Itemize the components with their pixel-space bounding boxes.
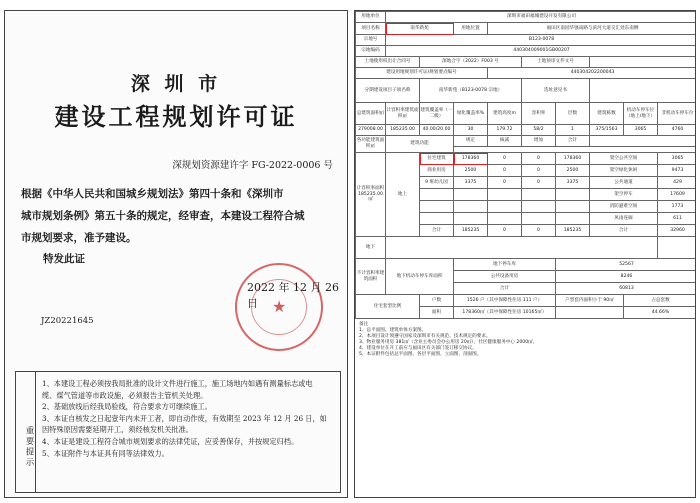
notice-item: 缆、煤气管道等市政设施，必须报告主管机关处理。 xyxy=(42,390,208,400)
function-add: 0 xyxy=(522,177,556,189)
annex-page xyxy=(354,10,696,498)
notice-item: 4、本证是建设工程符合城市规划要求的法律凭证，应妥善保存，并按规定归档。 xyxy=(42,436,299,446)
aux-header xyxy=(590,136,697,147)
certificate-serial: JZ20221645 xyxy=(41,316,94,326)
aux-value: 32960 xyxy=(658,225,697,237)
indicator-value: 185235.00 xyxy=(386,125,420,136)
aux-name: 架空停车 xyxy=(590,189,658,201)
indicator-value: 58/2 xyxy=(522,125,556,136)
info-table xyxy=(355,11,696,319)
below-ground-label: 地下 xyxy=(356,237,386,259)
remark-item: 4、建设单位在开工前应与福田区有关部门签订移交协议。 xyxy=(359,346,477,351)
housing-type: 面积 xyxy=(420,307,454,319)
function-plan xyxy=(454,213,488,225)
remark-item: 2、本项目设计须遵守国家及深圳市有关规范、技术规定的要求。 xyxy=(359,334,491,339)
remark-item: 3、物业服务用房 381㎡（含业主委员会办公用房 20㎡），社区健康服务中心 2000㎡。 xyxy=(359,340,538,345)
indicator-header: 层数 xyxy=(556,103,590,125)
indicator-value: 3065 xyxy=(624,125,658,136)
function-add: 0 xyxy=(522,225,556,237)
function-plan: 3375 xyxy=(454,177,488,189)
function-plan xyxy=(454,201,488,213)
aux-value: 9473 xyxy=(658,165,697,177)
aux-name: 架空公共空间 xyxy=(590,153,658,165)
function-plan xyxy=(454,189,488,201)
certificate-body xyxy=(21,183,336,249)
function-verify: 0 xyxy=(488,225,522,237)
aux-name: 消防避难空间 xyxy=(590,201,658,213)
function-total: 178360 xyxy=(556,153,590,165)
indicator-value: 30 xyxy=(454,125,488,136)
indicator-header: 总建筑面积㎡ xyxy=(356,103,386,125)
notice-item: 5、本证附件与本证具有同等法律效力。 xyxy=(42,448,169,458)
aux-name: 风雨连廊 xyxy=(590,213,658,225)
notice-item: 2、基础放线后经我局验线，符合要求方可继续施工。 xyxy=(42,402,212,412)
under-label: 地下机动车停车库面积 xyxy=(386,259,454,295)
indicator-header: 建筑高度m xyxy=(488,103,522,125)
function-add: 0 xyxy=(522,153,556,165)
function-name: 商业用房 xyxy=(420,165,454,177)
housing-header: 住宅套型比例 xyxy=(356,295,420,319)
function-total xyxy=(556,189,590,201)
add-header: 增加 xyxy=(522,136,556,147)
function-total xyxy=(556,213,590,225)
indicator-value: 40.00/20.00 xyxy=(420,125,454,136)
function-verify xyxy=(488,201,522,213)
location-label: 用地位置 xyxy=(454,23,488,35)
permit-value: 440304202200043 xyxy=(488,68,697,79)
certificate-city: 深 圳 市 xyxy=(130,73,222,95)
area-label: 各功能建筑面积㎡ xyxy=(356,136,386,153)
contract-value: 深地合字（2022）F003 号 xyxy=(420,57,522,68)
indicator-header: 容积率 xyxy=(522,103,556,125)
certificate-body-line: 城市规划条例》第五十条的规定，经审查，本建设工程符合城 xyxy=(21,210,305,222)
notice-header: 重要提示 xyxy=(16,372,36,492)
function-verify xyxy=(488,213,522,225)
function-add xyxy=(522,189,556,201)
notice-item: 1、本建设工程必须按我局批准的设计文件进行施工，施工场地内如遇有测量标志或电 xyxy=(42,379,313,388)
notice-box xyxy=(15,371,341,493)
aux-name: 公共通道 xyxy=(590,177,658,189)
plan-header: 规定 xyxy=(454,136,488,147)
subproject-value: 南华新苑（B123-0078 宗地） xyxy=(420,79,522,103)
function-total: 2500 xyxy=(556,165,590,177)
certificate-body-line: 根据《中华人民共和国城乡规划法》第四十条和《深圳市 xyxy=(21,188,284,200)
permit-label: 建设用地规划许可证/规划要点编号 xyxy=(356,68,488,79)
function-name xyxy=(420,189,454,201)
certificate-body-line: 市规划要求，准予建设。 xyxy=(21,232,137,244)
function-add: 0 xyxy=(522,165,556,177)
function-name: 9 班幼儿园 xyxy=(420,177,454,189)
function-total: 3375 xyxy=(556,177,590,189)
under-value: 52567 xyxy=(556,259,697,271)
project-label: 项目名称 xyxy=(356,23,386,35)
certificate-date: 2022 年 12 月 26 日 xyxy=(247,281,339,310)
function-total: 185235 xyxy=(556,225,590,237)
function-add xyxy=(522,201,556,213)
certificate-page xyxy=(4,10,348,498)
remark-item: 5、本证附件包括总平面图、各层平面图、立面图、剖面图。 xyxy=(359,352,482,357)
parcel-value: B123-0078 xyxy=(386,35,697,46)
under-name: 地下停车库 xyxy=(454,259,556,271)
certificate-number: 深规划资源建许字 FG-2022-0006 号 xyxy=(172,160,333,171)
function-plan: 185235 xyxy=(454,225,488,237)
project-value: 南华新苑 xyxy=(386,23,454,35)
aux-value: 1773 xyxy=(658,201,697,213)
under-value: 60813 xyxy=(556,283,697,295)
notice-item: 因特殊原因需要延期开工，须经核发机关批准。 xyxy=(42,425,193,435)
remark-item: 1、总平面图、建筑单体方案图。 xyxy=(359,328,427,333)
housing-type: 户数 xyxy=(420,295,454,307)
indicator-value: 279008.00 xyxy=(356,125,386,136)
indicator-header: 建筑覆盖率（一二级） xyxy=(420,103,454,125)
calc-area-label: 计容积率面积 185235.00㎡ xyxy=(356,153,386,237)
total-header: 合计 xyxy=(556,136,590,147)
code-value: 440304009001GB00207 xyxy=(386,46,697,57)
aux-value: 611 xyxy=(658,213,697,225)
indicator-header: 机动车停车位（地上/地下） xyxy=(624,103,658,125)
aux-value: 3065 xyxy=(658,153,697,165)
function-plan: 2500 xyxy=(454,165,488,177)
certificate-special: 特发此证 xyxy=(43,253,85,265)
function-name xyxy=(420,201,454,213)
remarks-title: 备注 xyxy=(359,322,369,327)
indicator-value: 4760 xyxy=(658,125,697,136)
housing-detail: 178360㎡（其中保障性住房 10165㎡） xyxy=(454,307,556,319)
subproject-note-value xyxy=(590,79,697,103)
aux-name: 合计 xyxy=(590,225,658,237)
prepermit-label: 土地预审文件文号 xyxy=(522,57,590,68)
parcel-label: 宗地号 xyxy=(356,35,386,46)
indicator-value: 179.72 xyxy=(488,125,522,136)
function-total xyxy=(556,201,590,213)
function-name xyxy=(420,213,454,225)
above-ground-label: 地上 xyxy=(386,153,420,237)
housing-criteria xyxy=(556,307,624,319)
aux-value: 17609 xyxy=(658,189,697,201)
below-ground-value xyxy=(386,237,658,259)
under-name: 公共设备用房 xyxy=(454,271,556,283)
housing-detail: 1526 户（其中保障性住房 111 户） xyxy=(454,295,556,307)
function-verify: 0 xyxy=(488,153,522,165)
location-value: 福田区南园华强南路与滨河大道交汇处东南侧 xyxy=(488,23,697,35)
unit-label: 用地单位 xyxy=(356,12,386,23)
under-name: 合计 xyxy=(454,283,556,295)
notice-item: 3、本证自核发之日起壹年内未开工者，即自动作废，有效期至 2023 年 12 月 26 日，如 xyxy=(42,413,327,423)
aux-name: 架空绿化休闲 xyxy=(590,165,658,177)
under-value: 8246 xyxy=(556,271,697,283)
code-label: 宗地编码 xyxy=(356,46,386,57)
housing-ratio: 占总套数 xyxy=(624,295,697,307)
subproject-note: 选址意见书 xyxy=(522,79,590,103)
function-name: 住宅建筑 xyxy=(420,153,454,165)
function-add xyxy=(522,213,556,225)
indicator-header: 建筑栋数 xyxy=(590,103,624,125)
indicator-header: 非机动车停车位 xyxy=(658,103,697,125)
non-calc-label: 不计容积率建筑面积 xyxy=(356,259,386,295)
star-icon: ★ xyxy=(272,297,287,316)
function-verify: 0 xyxy=(488,177,522,189)
prepermit-value xyxy=(590,57,697,68)
function-verify: 0 xyxy=(488,165,522,177)
subproject-label: 分期建设项目子项名称 xyxy=(356,79,420,103)
housing-criteria: 户型套内面积小于 90㎡ xyxy=(556,295,624,307)
indicator-value: 375/1563 xyxy=(590,125,624,136)
indicator-header: 绿化覆盖率% xyxy=(454,103,488,125)
function-verify xyxy=(488,189,522,201)
indicator-header: 计容积率建筑面积㎡ xyxy=(386,103,420,125)
indicator-value: 1 xyxy=(556,125,590,136)
function-name: 合计 xyxy=(420,225,454,237)
certificate-title: 建设工程规划许可证 xyxy=(54,102,298,131)
unit-value: 深圳市福田福城建设开发有限公司 xyxy=(386,12,697,23)
contract-label: 土地使用权出让合同号 xyxy=(356,57,420,68)
verify-header: 核减 xyxy=(488,136,522,147)
remarks xyxy=(355,319,695,361)
function-header: 建筑功能 xyxy=(386,136,454,153)
function-plan: 178360 xyxy=(454,153,488,165)
notice-list xyxy=(36,372,340,492)
aux-value: 429 xyxy=(658,177,697,189)
housing-ratio: 44.66% xyxy=(624,307,697,319)
